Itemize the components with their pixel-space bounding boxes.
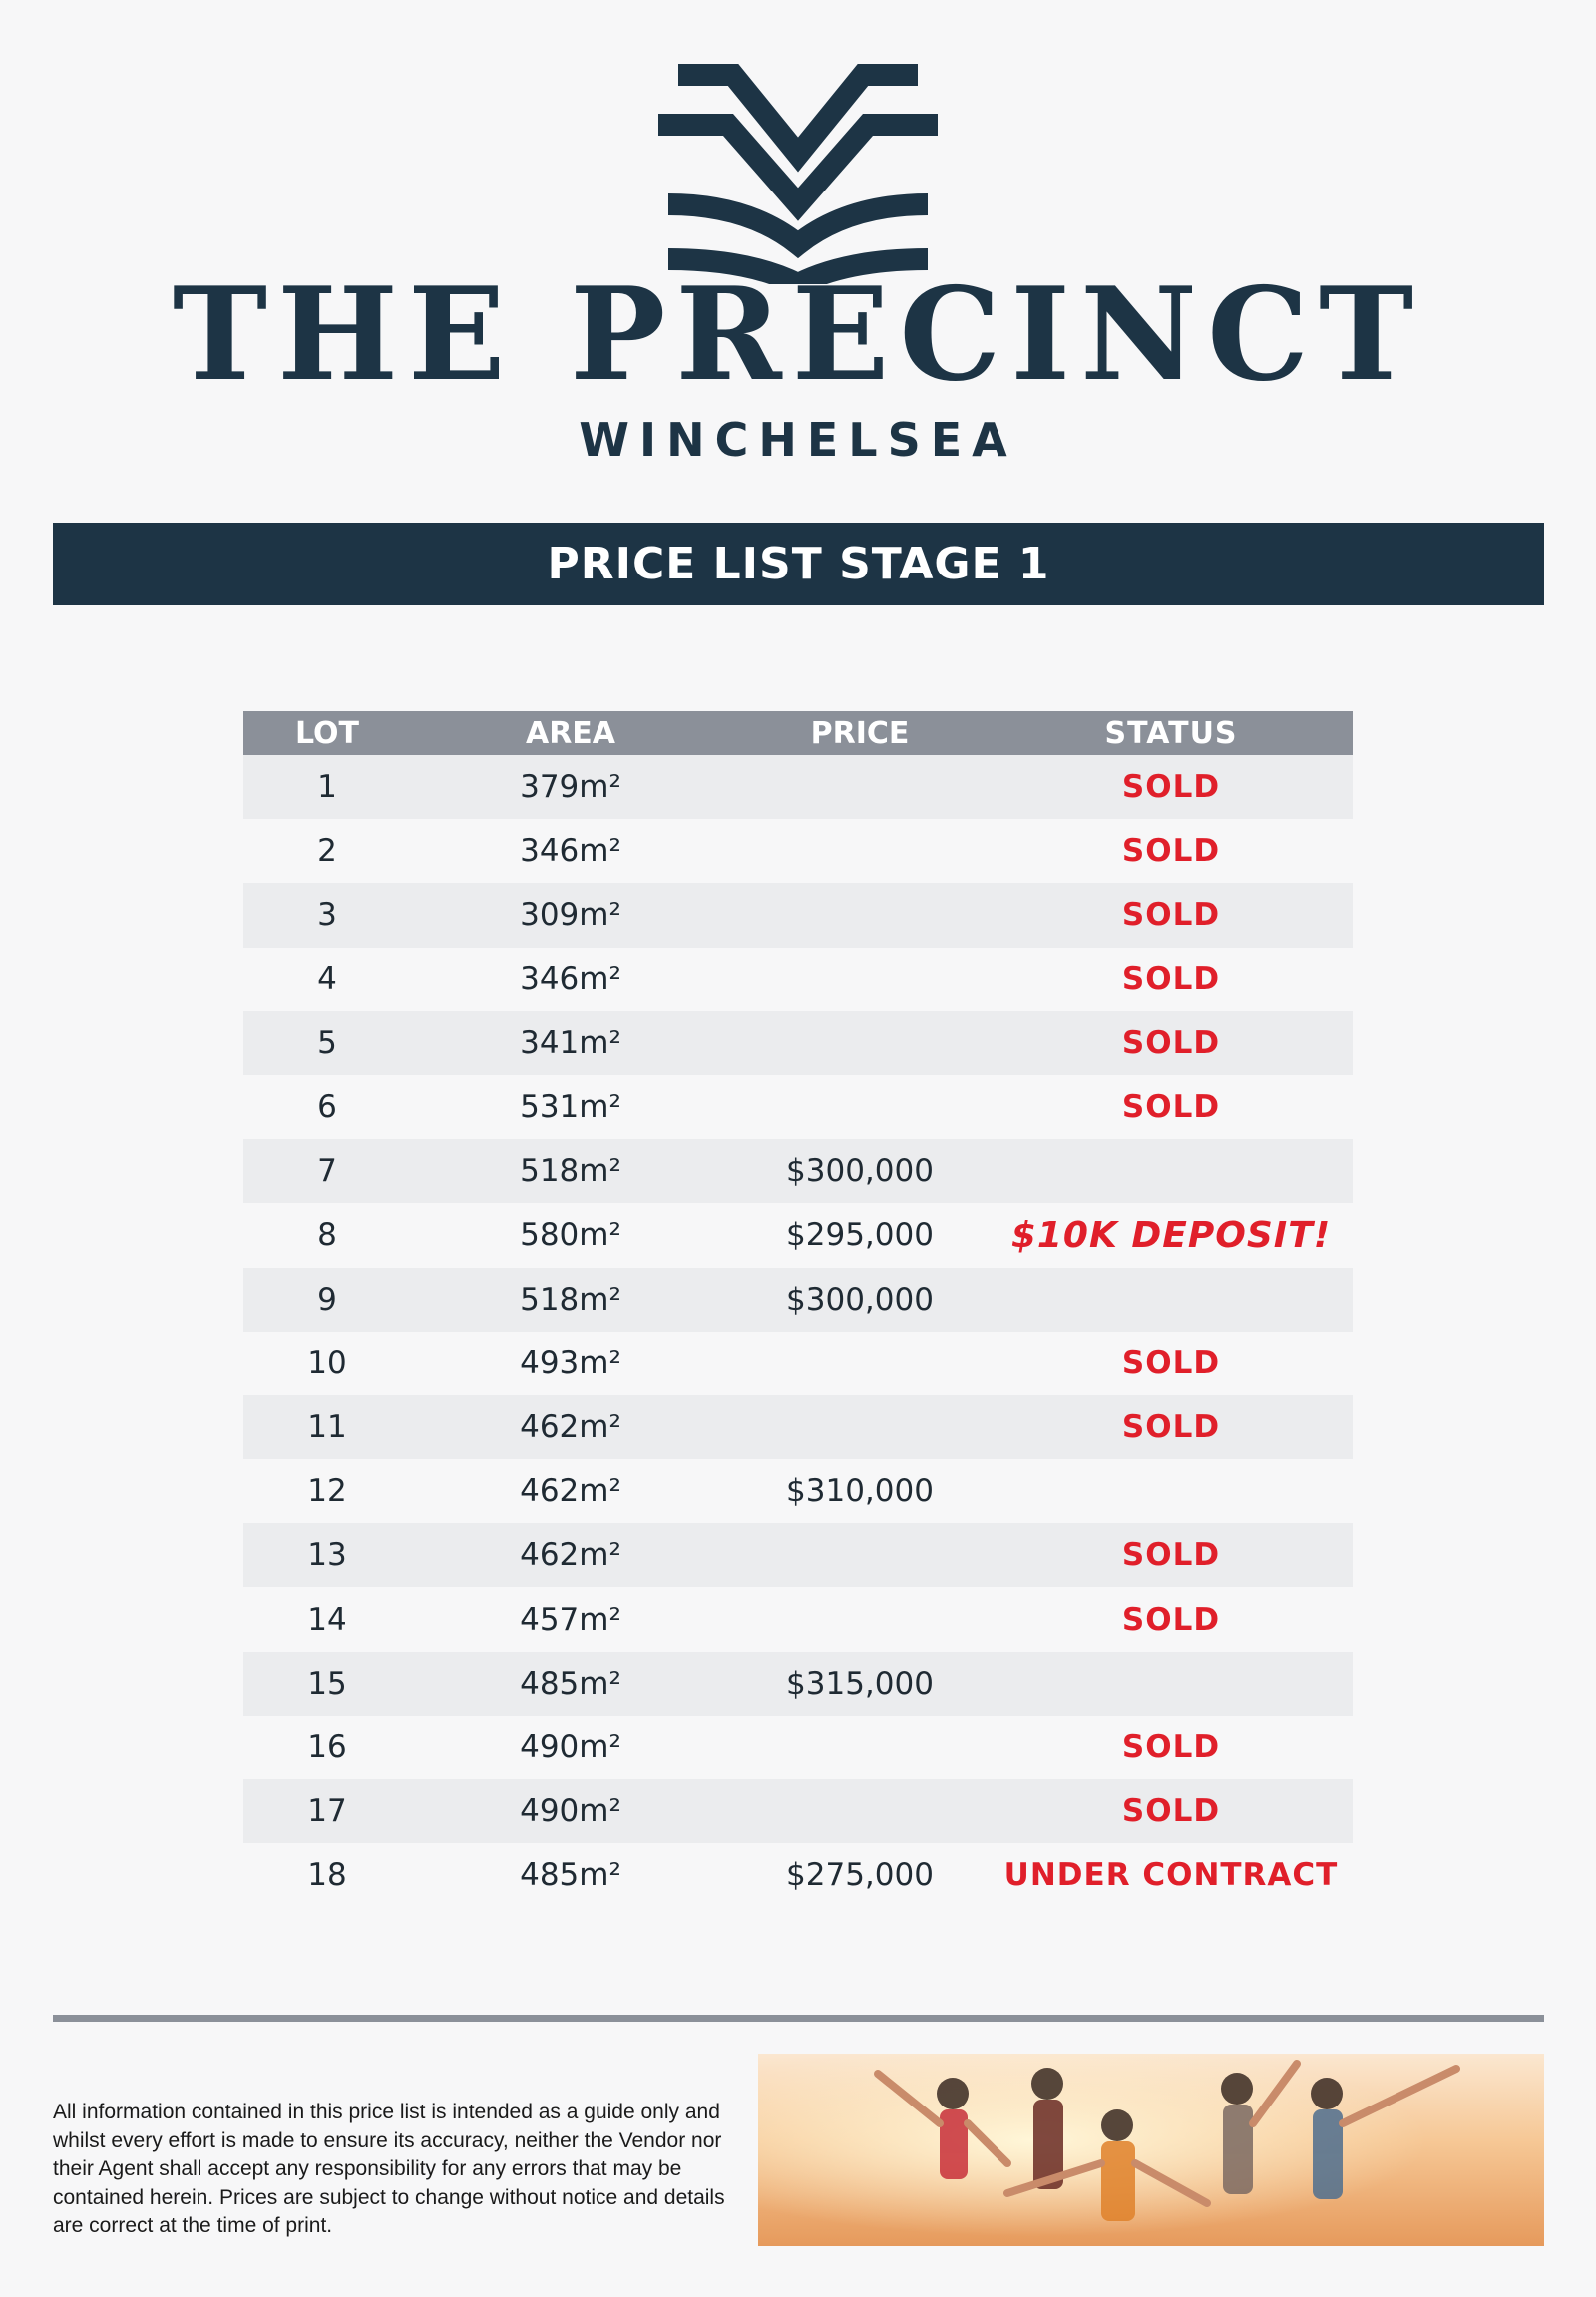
brand-title: THE PRECINCT xyxy=(172,260,1424,410)
area-cell: 490m² xyxy=(520,1793,621,1830)
area-cell: 379m² xyxy=(520,769,621,806)
header-price: PRICE xyxy=(810,715,910,751)
lot-cell: 12 xyxy=(307,1473,347,1510)
price-list-banner xyxy=(53,523,1544,605)
status-cell: SOLD xyxy=(1121,897,1221,934)
area-cell: 341m² xyxy=(520,1024,621,1061)
area-cell: 580m² xyxy=(520,1217,621,1254)
banner-label: PRICE LIST STAGE 1 xyxy=(547,539,1050,589)
lot-cell: 3 xyxy=(317,897,337,934)
table-row xyxy=(243,1075,1353,1139)
area-cell: 457m² xyxy=(520,1601,621,1638)
status-cell: $10K DEPOSIT! xyxy=(1010,1214,1332,1256)
footer-divider xyxy=(53,2015,1544,2022)
status-cell: SOLD xyxy=(1121,1601,1221,1638)
lot-cell: 8 xyxy=(317,1217,337,1254)
table-row xyxy=(243,948,1353,1011)
header-lot: LOT xyxy=(294,715,359,751)
lot-cell: 17 xyxy=(307,1793,347,1830)
brand-subtitle: WINCHELSEA xyxy=(579,413,1017,467)
area-cell: 531m² xyxy=(520,1089,621,1126)
table-row xyxy=(243,1587,1353,1651)
area-cell: 462m² xyxy=(520,1537,621,1574)
price-cell: $310,000 xyxy=(786,1473,934,1510)
status-cell: SOLD xyxy=(1121,960,1221,997)
lot-cell: 4 xyxy=(317,960,337,997)
area-cell: 485m² xyxy=(520,1665,621,1702)
table-header xyxy=(243,711,1353,755)
area-cell: 493m² xyxy=(520,1344,621,1381)
lot-cell: 18 xyxy=(307,1857,347,1894)
lot-cell: 16 xyxy=(307,1728,347,1765)
area-cell: 462m² xyxy=(520,1408,621,1445)
status-cell: UNDER CONTRACT xyxy=(1003,1857,1339,1894)
status-cell: SOLD xyxy=(1121,833,1221,870)
price-table xyxy=(243,711,1353,1907)
lot-cell: 13 xyxy=(307,1537,347,1574)
header-area: AREA xyxy=(525,715,616,751)
status-cell: SOLD xyxy=(1121,1089,1221,1126)
table-row xyxy=(243,1332,1353,1395)
table-row xyxy=(243,1011,1353,1075)
area-cell: 490m² xyxy=(520,1728,621,1765)
price-cell: $315,000 xyxy=(786,1665,934,1702)
status-cell: SOLD xyxy=(1121,769,1221,806)
header-status: STATUS xyxy=(1104,715,1238,751)
area-cell: 518m² xyxy=(520,1281,621,1318)
lot-cell: 10 xyxy=(307,1344,347,1381)
status-cell: SOLD xyxy=(1121,1728,1221,1765)
price-cell: $295,000 xyxy=(786,1217,934,1254)
table-row xyxy=(243,883,1353,947)
lot-cell: 5 xyxy=(317,1024,337,1061)
table-row xyxy=(243,1459,1353,1523)
status-cell: SOLD xyxy=(1121,1344,1221,1381)
lot-cell: 1 xyxy=(317,769,337,806)
lot-cell: 14 xyxy=(307,1601,347,1638)
area-cell: 462m² xyxy=(520,1473,621,1510)
area-cell: 485m² xyxy=(520,1857,621,1894)
table-row xyxy=(243,1523,1353,1587)
price-cell: $275,000 xyxy=(786,1857,934,1894)
price-cell: $300,000 xyxy=(786,1281,934,1318)
area-cell: 346m² xyxy=(520,960,621,997)
table-row xyxy=(243,1652,1353,1716)
lot-cell: 2 xyxy=(317,833,337,870)
table-row xyxy=(243,1843,1353,1907)
lot-cell: 11 xyxy=(307,1408,347,1445)
table-row xyxy=(243,755,1353,819)
lot-cell: 7 xyxy=(317,1153,337,1190)
table-body xyxy=(243,755,1353,1907)
status-cell: SOLD xyxy=(1121,1537,1221,1574)
lot-cell: 6 xyxy=(317,1089,337,1126)
precinct-logo-icon xyxy=(638,55,958,284)
family-jumping-photo xyxy=(758,2054,1544,2246)
table-row xyxy=(243,1139,1353,1203)
lot-cell: 15 xyxy=(307,1665,347,1702)
disclaimer-text: All information contained in this price list is intended as a guide only and whilst every effort is made to ensure its accuracy, neither the Vendor nor their Agent shall accept any responsibility for any errors that may be contained herein. Prices are subject to change without notice and details are correct at the time of print. xyxy=(53,2101,725,2237)
photo-illustration xyxy=(758,2054,1544,2246)
table-row xyxy=(243,819,1353,883)
table-row xyxy=(243,1268,1353,1332)
area-cell: 309m² xyxy=(520,897,621,934)
table-row xyxy=(243,1395,1353,1459)
lot-cell: 9 xyxy=(317,1281,337,1318)
table-row xyxy=(243,1716,1353,1779)
area-cell: 518m² xyxy=(520,1153,621,1190)
status-cell: SOLD xyxy=(1121,1024,1221,1061)
area-cell: 346m² xyxy=(520,833,621,870)
table-row xyxy=(243,1203,1353,1267)
status-cell: SOLD xyxy=(1121,1408,1221,1445)
price-cell: $300,000 xyxy=(786,1153,934,1190)
status-cell: SOLD xyxy=(1121,1793,1221,1830)
table-row xyxy=(243,1779,1353,1843)
